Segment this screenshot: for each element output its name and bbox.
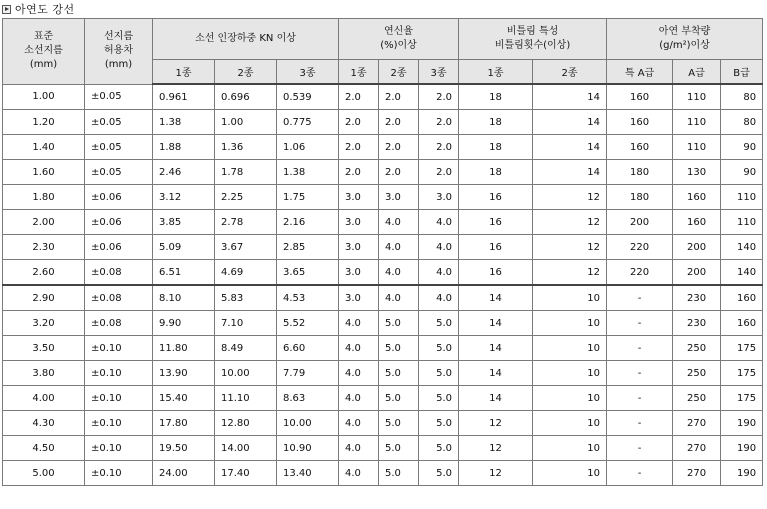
cell-tensile-3: 10.00 xyxy=(277,411,339,436)
cell-twist-2: 14 xyxy=(533,84,607,110)
cell-diameter: 2.90 xyxy=(3,285,85,311)
cell-zinc-a: 160 xyxy=(673,185,721,210)
cell-diameter: 3.20 xyxy=(3,311,85,336)
cell-elong-2: 4.0 xyxy=(379,210,419,235)
cell-elong-1: 4.0 xyxy=(339,411,379,436)
cell-twist-2: 10 xyxy=(533,386,607,411)
cell-tensile-1: 5.09 xyxy=(153,235,215,260)
cell-tensile-3: 6.60 xyxy=(277,336,339,361)
cell-twist-2: 10 xyxy=(533,311,607,336)
cell-twist-1: 12 xyxy=(459,436,533,461)
cell-zinc-b: 110 xyxy=(721,185,763,210)
cell-tensile-1: 11.80 xyxy=(153,336,215,361)
cell-tensile-3: 13.40 xyxy=(277,461,339,486)
cell-zinc-b: 80 xyxy=(721,110,763,135)
cell-tensile-2: 7.10 xyxy=(215,311,277,336)
header-tensile: 소선 인장하중 KN 이상 xyxy=(153,19,339,60)
header-tolerance-line1: 선지름 xyxy=(104,31,133,43)
cell-zinc-a: 270 xyxy=(673,461,721,486)
cell-zinc-b: 175 xyxy=(721,336,763,361)
cell-tensile-2: 10.00 xyxy=(215,361,277,386)
cell-elong-2: 5.0 xyxy=(379,461,419,486)
bullet-arrow-icon xyxy=(2,5,11,14)
cell-elong-3: 2.0 xyxy=(419,160,459,185)
cell-elong-2: 5.0 xyxy=(379,411,419,436)
cell-tensile-3: 1.75 xyxy=(277,185,339,210)
cell-tolerance: ±0.06 xyxy=(85,185,153,210)
table-row xyxy=(3,260,763,286)
table-row xyxy=(3,336,763,361)
cell-diameter: 3.80 xyxy=(3,361,85,386)
cell-zinc-special-a: 160 xyxy=(607,135,673,160)
subheader-tensile-2: 2종 xyxy=(215,60,277,85)
cell-tensile-3: 5.52 xyxy=(277,311,339,336)
cell-tensile-2: 0.696 xyxy=(215,84,277,110)
cell-tensile-3: 1.38 xyxy=(277,160,339,185)
cell-twist-1: 14 xyxy=(459,386,533,411)
cell-zinc-a: 270 xyxy=(673,411,721,436)
cell-tensile-1: 13.90 xyxy=(153,361,215,386)
cell-elong-3: 2.0 xyxy=(419,110,459,135)
cell-tolerance: ±0.08 xyxy=(85,285,153,311)
cell-tensile-3: 4.53 xyxy=(277,285,339,311)
cell-twist-2: 10 xyxy=(533,461,607,486)
cell-elong-1: 4.0 xyxy=(339,436,379,461)
cell-tensile-1: 3.85 xyxy=(153,210,215,235)
cell-zinc-b: 140 xyxy=(721,260,763,286)
cell-elong-2: 2.0 xyxy=(379,84,419,110)
cell-diameter: 2.60 xyxy=(3,260,85,286)
subheader-zinc-b: B급 xyxy=(721,60,763,85)
cell-zinc-b: 80 xyxy=(721,84,763,110)
table-row xyxy=(3,210,763,235)
cell-zinc-b: 160 xyxy=(721,285,763,311)
header-zinc-line1: 아연 부착량 xyxy=(658,26,711,37)
cell-diameter: 1.00 xyxy=(3,84,85,110)
cell-diameter: 5.00 xyxy=(3,461,85,486)
cell-twist-1: 14 xyxy=(459,311,533,336)
cell-tensile-1: 2.46 xyxy=(153,160,215,185)
cell-zinc-special-a: - xyxy=(607,386,673,411)
header-diameter xyxy=(3,19,85,85)
cell-zinc-special-a: 180 xyxy=(607,160,673,185)
cell-zinc-a: 160 xyxy=(673,210,721,235)
cell-twist-1: 18 xyxy=(459,160,533,185)
cell-elong-1: 3.0 xyxy=(339,185,379,210)
cell-tensile-3: 2.16 xyxy=(277,210,339,235)
table-body xyxy=(3,84,763,486)
cell-tolerance: ±0.06 xyxy=(85,210,153,235)
cell-elong-3: 5.0 xyxy=(419,336,459,361)
cell-elong-1: 4.0 xyxy=(339,336,379,361)
header-elongation-line2: (%)이상 xyxy=(380,40,417,51)
cell-zinc-special-a: 220 xyxy=(607,235,673,260)
cell-tensile-2: 2.25 xyxy=(215,185,277,210)
cell-twist-1: 12 xyxy=(459,461,533,486)
cell-tolerance: ±0.05 xyxy=(85,110,153,135)
cell-tensile-2: 14.00 xyxy=(215,436,277,461)
cell-elong-1: 2.0 xyxy=(339,135,379,160)
cell-elong-2: 3.0 xyxy=(379,185,419,210)
cell-tensile-1: 1.88 xyxy=(153,135,215,160)
cell-zinc-a: 110 xyxy=(673,110,721,135)
cell-tensile-1: 0.961 xyxy=(153,84,215,110)
cell-twist-2: 14 xyxy=(533,160,607,185)
subheader-tensile-1: 1종 xyxy=(153,60,215,85)
cell-elong-2: 5.0 xyxy=(379,361,419,386)
section-title-text: 아연도 강선 xyxy=(15,3,75,16)
cell-twist-2: 10 xyxy=(533,285,607,311)
cell-tolerance: ±0.10 xyxy=(85,461,153,486)
cell-twist-2: 10 xyxy=(533,336,607,361)
cell-diameter: 1.80 xyxy=(3,185,85,210)
cell-elong-2: 2.0 xyxy=(379,160,419,185)
cell-tolerance: ±0.05 xyxy=(85,160,153,185)
cell-elong-3: 5.0 xyxy=(419,436,459,461)
header-twist-line1: 비틀림 특성 xyxy=(506,26,559,37)
cell-zinc-a: 250 xyxy=(673,336,721,361)
table-row xyxy=(3,461,763,486)
cell-zinc-special-a: 220 xyxy=(607,260,673,286)
cell-twist-1: 16 xyxy=(459,210,533,235)
cell-twist-2: 12 xyxy=(533,235,607,260)
cell-tensile-3: 0.775 xyxy=(277,110,339,135)
cell-elong-3: 5.0 xyxy=(419,311,459,336)
subheader-elong-2: 2종 xyxy=(379,60,419,85)
cell-zinc-b: 140 xyxy=(721,235,763,260)
cell-zinc-a: 110 xyxy=(673,84,721,110)
section-title xyxy=(2,1,75,17)
header-diameter-line3: (mm) xyxy=(29,59,58,71)
header-zinc xyxy=(607,19,763,60)
table-row xyxy=(3,235,763,260)
cell-twist-1: 16 xyxy=(459,185,533,210)
cell-zinc-special-a: - xyxy=(607,436,673,461)
cell-elong-1: 4.0 xyxy=(339,461,379,486)
cell-tensile-1: 8.10 xyxy=(153,285,215,311)
header-elongation-line1: 연신율 xyxy=(384,26,413,37)
header-elongation xyxy=(339,19,459,60)
cell-tensile-1: 17.80 xyxy=(153,411,215,436)
cell-diameter: 1.40 xyxy=(3,135,85,160)
cell-tensile-3: 3.65 xyxy=(277,260,339,286)
cell-elong-3: 2.0 xyxy=(419,84,459,110)
cell-zinc-a: 200 xyxy=(673,235,721,260)
cell-elong-1: 3.0 xyxy=(339,235,379,260)
cell-elong-1: 4.0 xyxy=(339,311,379,336)
cell-elong-3: 3.0 xyxy=(419,185,459,210)
cell-diameter: 4.30 xyxy=(3,411,85,436)
cell-zinc-b: 110 xyxy=(721,210,763,235)
cell-zinc-b: 190 xyxy=(721,436,763,461)
cell-tensile-1: 19.50 xyxy=(153,436,215,461)
cell-elong-2: 5.0 xyxy=(379,336,419,361)
cell-elong-1: 3.0 xyxy=(339,210,379,235)
cell-zinc-a: 270 xyxy=(673,436,721,461)
cell-elong-2: 4.0 xyxy=(379,285,419,311)
cell-twist-1: 18 xyxy=(459,135,533,160)
cell-diameter: 1.20 xyxy=(3,110,85,135)
cell-tensile-2: 1.78 xyxy=(215,160,277,185)
cell-elong-3: 5.0 xyxy=(419,411,459,436)
galvanized-wire-spec-table xyxy=(2,18,763,486)
cell-zinc-a: 230 xyxy=(673,311,721,336)
cell-tensile-1: 6.51 xyxy=(153,260,215,286)
cell-twist-2: 10 xyxy=(533,436,607,461)
cell-elong-1: 4.0 xyxy=(339,386,379,411)
table-row xyxy=(3,135,763,160)
cell-tensile-2: 3.67 xyxy=(215,235,277,260)
cell-elong-2: 5.0 xyxy=(379,436,419,461)
cell-elong-3: 4.0 xyxy=(419,210,459,235)
cell-elong-1: 2.0 xyxy=(339,110,379,135)
cell-diameter: 4.50 xyxy=(3,436,85,461)
cell-elong-1: 4.0 xyxy=(339,361,379,386)
cell-diameter: 3.50 xyxy=(3,336,85,361)
cell-tensile-3: 8.63 xyxy=(277,386,339,411)
cell-tensile-2: 8.49 xyxy=(215,336,277,361)
cell-tensile-2: 1.36 xyxy=(215,135,277,160)
cell-zinc-special-a: 160 xyxy=(607,110,673,135)
subheader-zinc-a: A급 xyxy=(673,60,721,85)
cell-tensile-3: 0.539 xyxy=(277,84,339,110)
cell-twist-2: 12 xyxy=(533,260,607,286)
cell-tolerance: ±0.05 xyxy=(85,135,153,160)
cell-tolerance: ±0.05 xyxy=(85,84,153,110)
cell-elong-1: 2.0 xyxy=(339,160,379,185)
cell-diameter: 2.30 xyxy=(3,235,85,260)
cell-twist-1: 18 xyxy=(459,110,533,135)
subheader-elong-1: 1종 xyxy=(339,60,379,85)
cell-zinc-a: 250 xyxy=(673,386,721,411)
cell-twist-1: 14 xyxy=(459,336,533,361)
cell-tensile-3: 1.06 xyxy=(277,135,339,160)
cell-zinc-special-a: 160 xyxy=(607,84,673,110)
cell-twist-1: 16 xyxy=(459,235,533,260)
cell-twist-2: 10 xyxy=(533,411,607,436)
header-tolerance xyxy=(85,19,153,85)
table-row xyxy=(3,185,763,210)
cell-tensile-3: 10.90 xyxy=(277,436,339,461)
cell-tensile-2: 12.80 xyxy=(215,411,277,436)
cell-elong-3: 5.0 xyxy=(419,386,459,411)
cell-twist-1: 14 xyxy=(459,361,533,386)
cell-tensile-1: 3.12 xyxy=(153,185,215,210)
cell-twist-1: 12 xyxy=(459,411,533,436)
cell-tolerance: ±0.08 xyxy=(85,311,153,336)
cell-zinc-special-a: 200 xyxy=(607,210,673,235)
cell-elong-2: 5.0 xyxy=(379,386,419,411)
table-row xyxy=(3,110,763,135)
cell-zinc-b: 90 xyxy=(721,135,763,160)
cell-zinc-a: 230 xyxy=(673,285,721,311)
cell-tolerance: ±0.08 xyxy=(85,260,153,286)
cell-tensile-2: 5.83 xyxy=(215,285,277,311)
header-twist-line2: 비틀림횟수(이상) xyxy=(494,40,571,51)
cell-zinc-a: 130 xyxy=(673,160,721,185)
cell-tolerance: ±0.10 xyxy=(85,361,153,386)
cell-elong-1: 3.0 xyxy=(339,285,379,311)
cell-zinc-b: 190 xyxy=(721,461,763,486)
header-diameter-line1: 표준 xyxy=(33,31,54,43)
cell-tensile-2: 2.78 xyxy=(215,210,277,235)
cell-zinc-special-a: - xyxy=(607,336,673,361)
cell-tensile-2: 17.40 xyxy=(215,461,277,486)
cell-tensile-1: 15.40 xyxy=(153,386,215,411)
cell-zinc-special-a: - xyxy=(607,461,673,486)
table-row xyxy=(3,436,763,461)
table-row xyxy=(3,84,763,110)
cell-tolerance: ±0.10 xyxy=(85,411,153,436)
cell-twist-2: 14 xyxy=(533,110,607,135)
cell-zinc-a: 250 xyxy=(673,361,721,386)
cell-zinc-b: 190 xyxy=(721,411,763,436)
cell-elong-2: 2.0 xyxy=(379,110,419,135)
table-row xyxy=(3,386,763,411)
cell-elong-3: 5.0 xyxy=(419,461,459,486)
cell-elong-2: 5.0 xyxy=(379,311,419,336)
cell-elong-2: 4.0 xyxy=(379,260,419,286)
cell-elong-1: 2.0 xyxy=(339,84,379,110)
cell-tolerance: ±0.06 xyxy=(85,235,153,260)
cell-tolerance: ±0.10 xyxy=(85,386,153,411)
cell-tensile-2: 1.00 xyxy=(215,110,277,135)
cell-elong-1: 3.0 xyxy=(339,260,379,286)
header-diameter-line2: 소선지름 xyxy=(24,45,63,57)
header-twist xyxy=(459,19,607,60)
cell-zinc-special-a: 180 xyxy=(607,185,673,210)
cell-tensile-1: 9.90 xyxy=(153,311,215,336)
cell-diameter: 4.00 xyxy=(3,386,85,411)
cell-twist-2: 12 xyxy=(533,185,607,210)
cell-zinc-b: 90 xyxy=(721,160,763,185)
cell-zinc-b: 175 xyxy=(721,361,763,386)
subheader-zinc-special-a: 특 A급 xyxy=(607,60,673,85)
cell-tensile-1: 1.38 xyxy=(153,110,215,135)
header-tolerance-line2: 허용차 xyxy=(104,45,133,57)
table-row xyxy=(3,361,763,386)
cell-tolerance: ±0.10 xyxy=(85,436,153,461)
cell-diameter: 2.00 xyxy=(3,210,85,235)
cell-tensile-3: 7.79 xyxy=(277,361,339,386)
cell-diameter: 1.60 xyxy=(3,160,85,185)
table-row xyxy=(3,160,763,185)
cell-elong-2: 2.0 xyxy=(379,135,419,160)
cell-tensile-1: 24.00 xyxy=(153,461,215,486)
cell-tolerance: ±0.10 xyxy=(85,336,153,361)
cell-elong-3: 4.0 xyxy=(419,235,459,260)
table-row xyxy=(3,411,763,436)
subheader-tensile-3: 3종 xyxy=(277,60,339,85)
cell-twist-1: 14 xyxy=(459,285,533,311)
subheader-elong-3: 3종 xyxy=(419,60,459,85)
cell-zinc-b: 160 xyxy=(721,311,763,336)
cell-zinc-special-a: - xyxy=(607,411,673,436)
subheader-twist-1: 1종 xyxy=(459,60,533,85)
cell-zinc-special-a: - xyxy=(607,311,673,336)
subheader-twist-2: 2종 xyxy=(533,60,607,85)
cell-twist-2: 10 xyxy=(533,361,607,386)
cell-elong-3: 4.0 xyxy=(419,285,459,311)
cell-zinc-b: 175 xyxy=(721,386,763,411)
cell-zinc-a: 110 xyxy=(673,135,721,160)
cell-elong-3: 2.0 xyxy=(419,135,459,160)
cell-elong-3: 5.0 xyxy=(419,361,459,386)
cell-elong-3: 4.0 xyxy=(419,260,459,286)
header-zinc-line2: (g/m²)이상 xyxy=(659,40,710,51)
cell-zinc-special-a: - xyxy=(607,285,673,311)
cell-twist-2: 14 xyxy=(533,135,607,160)
cell-twist-2: 12 xyxy=(533,210,607,235)
cell-tensile-3: 2.85 xyxy=(277,235,339,260)
header-tolerance-line3: (mm) xyxy=(104,59,133,71)
table-row xyxy=(3,285,763,311)
cell-twist-1: 16 xyxy=(459,260,533,286)
cell-zinc-special-a: - xyxy=(607,361,673,386)
cell-zinc-a: 200 xyxy=(673,260,721,286)
table-row xyxy=(3,311,763,336)
cell-tensile-2: 4.69 xyxy=(215,260,277,286)
cell-tensile-2: 11.10 xyxy=(215,386,277,411)
cell-twist-1: 18 xyxy=(459,84,533,110)
cell-elong-2: 4.0 xyxy=(379,235,419,260)
